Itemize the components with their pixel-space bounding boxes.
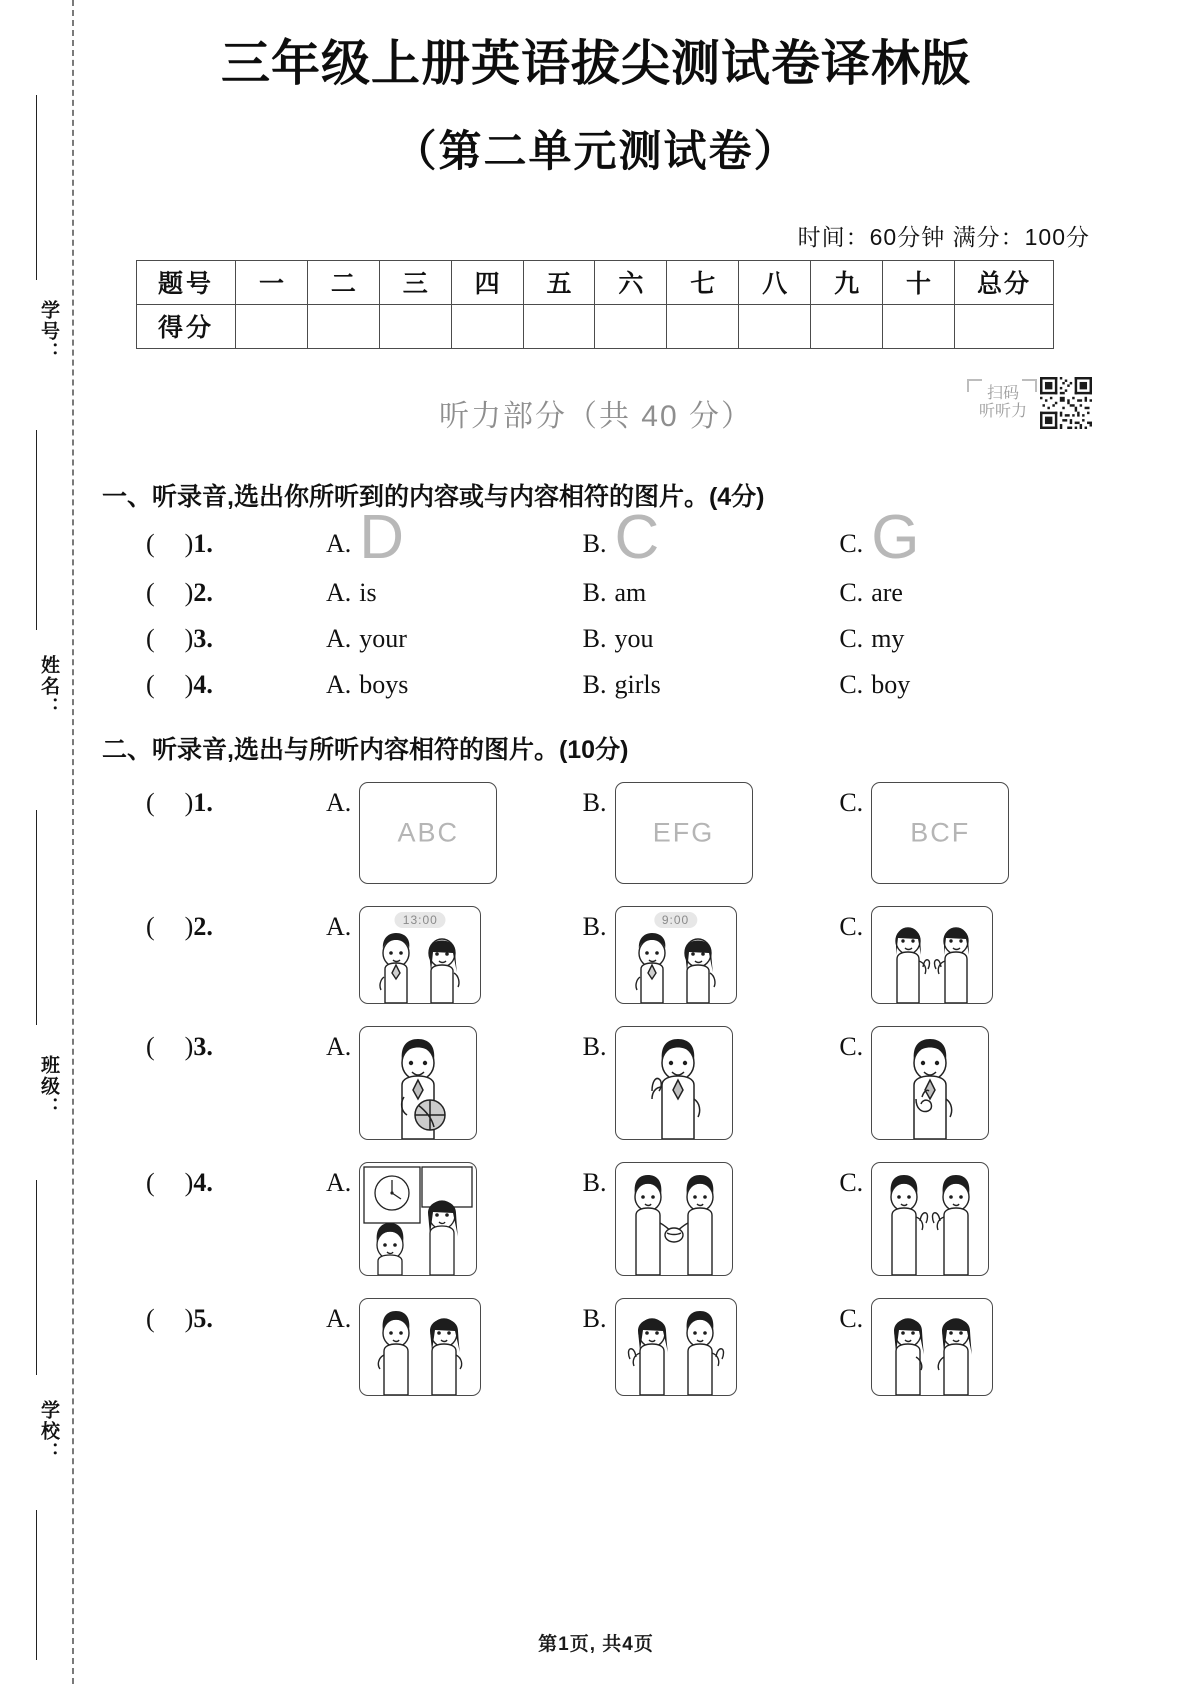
option-label: C. bbox=[839, 1168, 864, 1198]
option-letter-glyph: D bbox=[359, 502, 405, 572]
answer-blank-bracket[interactable]: ( bbox=[146, 670, 185, 700]
option-label: A. bbox=[326, 1304, 352, 1334]
illustration-two-kids bbox=[360, 907, 480, 1003]
option-label: A. bbox=[326, 624, 352, 654]
answer-blank-close: ) bbox=[184, 1168, 194, 1198]
option-image-two-girls[interactable] bbox=[871, 1298, 993, 1396]
question-lead-s1-4 bbox=[96, 666, 326, 700]
answer-blank-bracket[interactable]: ( bbox=[146, 578, 185, 608]
illustration-girl-boy-wave bbox=[616, 1299, 736, 1395]
letter-card-text: EFG bbox=[652, 817, 715, 848]
option-s2-2-C[interactable] bbox=[839, 908, 1096, 1004]
option-text: boys bbox=[359, 670, 409, 700]
page-subtitle: （第二单元测试卷） bbox=[393, 127, 799, 176]
score-cell-2[interactable] bbox=[307, 304, 379, 348]
option-label: C. bbox=[839, 1304, 864, 1334]
option-s2-3-C[interactable] bbox=[839, 1028, 1096, 1140]
answer-blank-bracket[interactable]: ( bbox=[146, 1168, 185, 1198]
score-table-wrapper bbox=[96, 260, 1096, 349]
score-col-3: 三 bbox=[379, 260, 451, 304]
score-col-7: 七 bbox=[667, 260, 739, 304]
answer-blank-bracket[interactable]: ( bbox=[146, 788, 185, 818]
option-s2-4-B[interactable] bbox=[583, 1164, 840, 1276]
score-col-5: 五 bbox=[523, 260, 595, 304]
option-label: B. bbox=[582, 1168, 607, 1198]
page-title: 三年级上册英语拔尖测试卷译林版 bbox=[220, 37, 971, 91]
answer-blank-close: ) bbox=[184, 624, 194, 654]
letter-card-text: ABC bbox=[397, 817, 460, 848]
score-cell-6[interactable] bbox=[595, 304, 667, 348]
section-two-heading: 二、听录音,选出与所听内容相符的图片。(10分) bbox=[102, 736, 629, 765]
illustration-boy-thumb bbox=[872, 1027, 988, 1139]
question-number: 1. bbox=[193, 788, 213, 818]
option-image-two-waving[interactable] bbox=[871, 1162, 989, 1276]
option-s1-2-A[interactable] bbox=[326, 574, 583, 608]
option-label: A. bbox=[326, 528, 352, 558]
option-label: A. bbox=[326, 578, 352, 608]
illustration-boy-ball bbox=[360, 1027, 476, 1139]
letter-card-text: BCF bbox=[910, 817, 971, 848]
score-cell-4[interactable] bbox=[451, 304, 523, 348]
illustration-girl-boy-point bbox=[360, 1299, 480, 1395]
score-col-total-label: 总分 bbox=[955, 260, 1054, 304]
illustration-two-kids-waving bbox=[872, 907, 992, 1003]
side-label-column bbox=[0, 0, 72, 1684]
question-lead-s2-5 bbox=[96, 1300, 326, 1334]
option-s2-4-C[interactable] bbox=[839, 1164, 1096, 1276]
answer-blank-close: ) bbox=[184, 1304, 194, 1334]
option-label: B. bbox=[582, 528, 607, 558]
question-row-s1-1 bbox=[96, 502, 1096, 572]
option-label: B. bbox=[582, 624, 607, 654]
option-image-letters[interactable] bbox=[615, 782, 753, 884]
score-cell-7[interactable] bbox=[667, 304, 739, 348]
qr-scan-badge[interactable] bbox=[967, 377, 1092, 429]
question-lead-s2-2 bbox=[96, 908, 326, 942]
option-image-boy-with-ball[interactable] bbox=[359, 1026, 477, 1140]
option-s2-3-B[interactable] bbox=[583, 1028, 840, 1140]
question-row-s1-4 bbox=[96, 666, 1096, 700]
option-label: A. bbox=[326, 670, 352, 700]
answer-blank-bracket[interactable]: ( bbox=[146, 1304, 185, 1334]
question-number: 4. bbox=[193, 670, 213, 700]
score-col-2: 二 bbox=[307, 260, 379, 304]
score-cell-total[interactable] bbox=[955, 304, 1054, 348]
score-cell-9[interactable] bbox=[811, 304, 883, 348]
clock-time-label: 9:00 bbox=[654, 912, 697, 928]
option-image-two-kids-waving[interactable] bbox=[871, 906, 993, 1004]
score-cell-8[interactable] bbox=[739, 304, 811, 348]
option-s1-2-B[interactable] bbox=[583, 574, 840, 608]
option-text: girls bbox=[614, 670, 661, 700]
section-one-heading: 一、听录音,选出你所听到的内容或与内容相符的图片。(4分) bbox=[102, 482, 765, 511]
option-label: A. bbox=[326, 788, 352, 818]
score-col-4: 四 bbox=[451, 260, 523, 304]
score-cell-3[interactable] bbox=[379, 304, 451, 348]
option-s1-1-A[interactable] bbox=[326, 502, 583, 572]
question-row-s2-3 bbox=[96, 1028, 1096, 1140]
side-label-name: 姓名： bbox=[38, 655, 59, 718]
question-row-s2-5 bbox=[96, 1300, 1096, 1396]
option-label: B. bbox=[582, 1032, 607, 1062]
illustration-handshake bbox=[616, 1163, 732, 1275]
question-lead-s2-3 bbox=[96, 1028, 326, 1062]
score-table bbox=[136, 260, 1054, 349]
question-number: 2. bbox=[193, 912, 213, 942]
option-image-handshake[interactable] bbox=[615, 1162, 733, 1276]
option-label: C. bbox=[839, 624, 864, 654]
illustration-two-kids bbox=[616, 907, 736, 1003]
option-s1-1-B[interactable] bbox=[582, 502, 840, 572]
option-image-girl-boy-pointing[interactable] bbox=[359, 1298, 481, 1396]
illustration-boy-wave bbox=[616, 1027, 732, 1139]
illustration-two-wave bbox=[872, 1163, 988, 1275]
option-image-letters[interactable] bbox=[359, 782, 497, 884]
illustration-room-clock bbox=[360, 1163, 476, 1275]
qr-badge-line1: 扫码 bbox=[986, 385, 1019, 402]
option-image-letters[interactable] bbox=[871, 782, 1009, 884]
option-s1-4-B[interactable] bbox=[583, 666, 840, 700]
answer-blank-close: ) bbox=[184, 1032, 194, 1062]
question-row-s2-4 bbox=[96, 1164, 1096, 1276]
option-label: C. bbox=[839, 528, 864, 558]
option-label: C. bbox=[839, 1032, 864, 1062]
score-col-9: 九 bbox=[811, 260, 883, 304]
option-image-two-kids[interactable] bbox=[359, 906, 481, 1004]
option-image-boy-waving[interactable] bbox=[615, 1026, 733, 1140]
option-label: B. bbox=[582, 1304, 607, 1334]
answer-blank-close: ) bbox=[184, 912, 194, 942]
option-text: are bbox=[871, 578, 903, 608]
option-s1-3-B[interactable] bbox=[583, 620, 840, 654]
option-s2-2-B[interactable] bbox=[583, 908, 840, 1004]
side-label-class: 班级： bbox=[38, 1055, 59, 1118]
answer-blank-bracket[interactable]: ( bbox=[146, 1032, 185, 1062]
question-lead-s1-1 bbox=[96, 525, 326, 559]
option-text: you bbox=[614, 624, 654, 654]
question-lead-s1-3 bbox=[96, 620, 326, 654]
question-lead-s1-2 bbox=[96, 574, 326, 608]
side-rule bbox=[36, 810, 37, 1025]
option-label: B. bbox=[582, 912, 607, 942]
option-text: your bbox=[359, 624, 407, 654]
side-label-student-id: 学号： bbox=[38, 300, 59, 363]
option-label: C. bbox=[839, 578, 864, 608]
option-letter-glyph: C bbox=[614, 502, 660, 572]
score-table-row-label-score: 得分 bbox=[137, 304, 236, 348]
exam-page bbox=[96, 0, 1096, 1684]
answer-blank-close: ) bbox=[184, 670, 194, 700]
score-cell-1[interactable] bbox=[236, 304, 308, 348]
side-rule bbox=[36, 1510, 37, 1660]
option-s1-4-A[interactable] bbox=[326, 666, 583, 700]
option-text: is bbox=[359, 578, 377, 608]
option-label: A. bbox=[326, 1032, 352, 1062]
option-s2-1-A[interactable] bbox=[326, 784, 583, 884]
option-text: am bbox=[614, 578, 647, 608]
qr-code-icon[interactable] bbox=[1040, 377, 1092, 429]
option-s2-2-A[interactable] bbox=[326, 908, 583, 1004]
question-number: 3. bbox=[193, 624, 213, 654]
question-lead-s2-4 bbox=[96, 1164, 326, 1198]
score-cell-10[interactable] bbox=[883, 304, 955, 348]
option-image-room-with-clock[interactable] bbox=[359, 1162, 477, 1276]
page-footer: 第1页, 共4页 bbox=[538, 1634, 654, 1655]
option-text: boy bbox=[871, 670, 911, 700]
qr-badge-line2: 听听力 bbox=[978, 403, 1027, 421]
option-s2-1-B[interactable] bbox=[583, 784, 840, 884]
option-s1-3-C[interactable] bbox=[839, 620, 1096, 654]
side-rule bbox=[36, 430, 37, 630]
option-s2-5-B[interactable] bbox=[583, 1300, 840, 1396]
option-s2-5-C[interactable] bbox=[839, 1300, 1096, 1396]
listening-section-banner: 听力部分（共 40 分） bbox=[438, 399, 754, 433]
exam-meta-info: 时间：60分钟 满分：100分 bbox=[797, 223, 1090, 250]
side-rule bbox=[36, 95, 37, 280]
answer-blank-bracket[interactable]: ( bbox=[146, 528, 185, 558]
table-row-question-numbers bbox=[137, 260, 1054, 304]
option-label: C. bbox=[839, 912, 864, 942]
option-letter-glyph: G bbox=[871, 502, 920, 572]
question-row-s2-1 bbox=[96, 784, 1096, 884]
option-s1-1-C[interactable] bbox=[839, 502, 1096, 572]
question-number: 1. bbox=[193, 528, 213, 558]
question-number: 3. bbox=[193, 1032, 213, 1062]
score-table-row-label: 题号 bbox=[137, 260, 236, 304]
option-label: B. bbox=[582, 578, 607, 608]
question-number: 2. bbox=[193, 578, 213, 608]
answer-blank-close: ) bbox=[184, 788, 194, 818]
question-row-s2-2 bbox=[96, 908, 1096, 1004]
score-col-6: 六 bbox=[595, 260, 667, 304]
score-col-1: 一 bbox=[236, 260, 308, 304]
answer-blank-bracket[interactable]: ( bbox=[146, 912, 185, 942]
option-s2-3-A[interactable] bbox=[326, 1028, 583, 1140]
score-col-10: 十 bbox=[883, 260, 955, 304]
question-row-s1-2 bbox=[96, 574, 1096, 608]
option-s2-5-A[interactable] bbox=[326, 1300, 583, 1396]
option-label: B. bbox=[582, 788, 607, 818]
answer-blank-close: ) bbox=[184, 528, 194, 558]
clock-time-label: 13:00 bbox=[395, 912, 446, 928]
option-image-boy-thumb[interactable] bbox=[871, 1026, 989, 1140]
listening-banner-row bbox=[96, 377, 1096, 451]
qr-badge-text bbox=[967, 379, 1037, 427]
question-number: 4. bbox=[193, 1168, 213, 1198]
option-image-girl-boy-waving[interactable] bbox=[615, 1298, 737, 1396]
illustration-two-girls bbox=[872, 1299, 992, 1395]
option-s2-1-C[interactable] bbox=[839, 784, 1096, 884]
question-number: 5. bbox=[193, 1304, 213, 1334]
option-label: C. bbox=[839, 788, 864, 818]
answer-blank-bracket[interactable]: ( bbox=[146, 624, 185, 654]
binding-dashed-line bbox=[72, 0, 74, 1684]
score-cell-5[interactable] bbox=[523, 304, 595, 348]
answer-blank-close: ) bbox=[184, 578, 194, 608]
question-lead-s2-1 bbox=[96, 784, 326, 818]
option-s1-4-C[interactable] bbox=[839, 666, 1096, 700]
option-label: A. bbox=[326, 1168, 352, 1198]
option-label: A. bbox=[326, 912, 352, 942]
option-s2-4-A[interactable] bbox=[326, 1164, 583, 1276]
table-row-scores bbox=[137, 304, 1054, 348]
score-col-8: 八 bbox=[739, 260, 811, 304]
option-label: C. bbox=[839, 670, 864, 700]
option-s1-2-C[interactable] bbox=[839, 574, 1096, 608]
side-rule bbox=[36, 1180, 37, 1375]
option-s1-3-A[interactable] bbox=[326, 620, 583, 654]
question-row-s1-3 bbox=[96, 620, 1096, 654]
option-label: B. bbox=[582, 670, 607, 700]
side-label-school: 学校： bbox=[38, 1400, 59, 1463]
option-text: my bbox=[871, 624, 905, 654]
option-image-two-kids[interactable] bbox=[615, 906, 737, 1004]
